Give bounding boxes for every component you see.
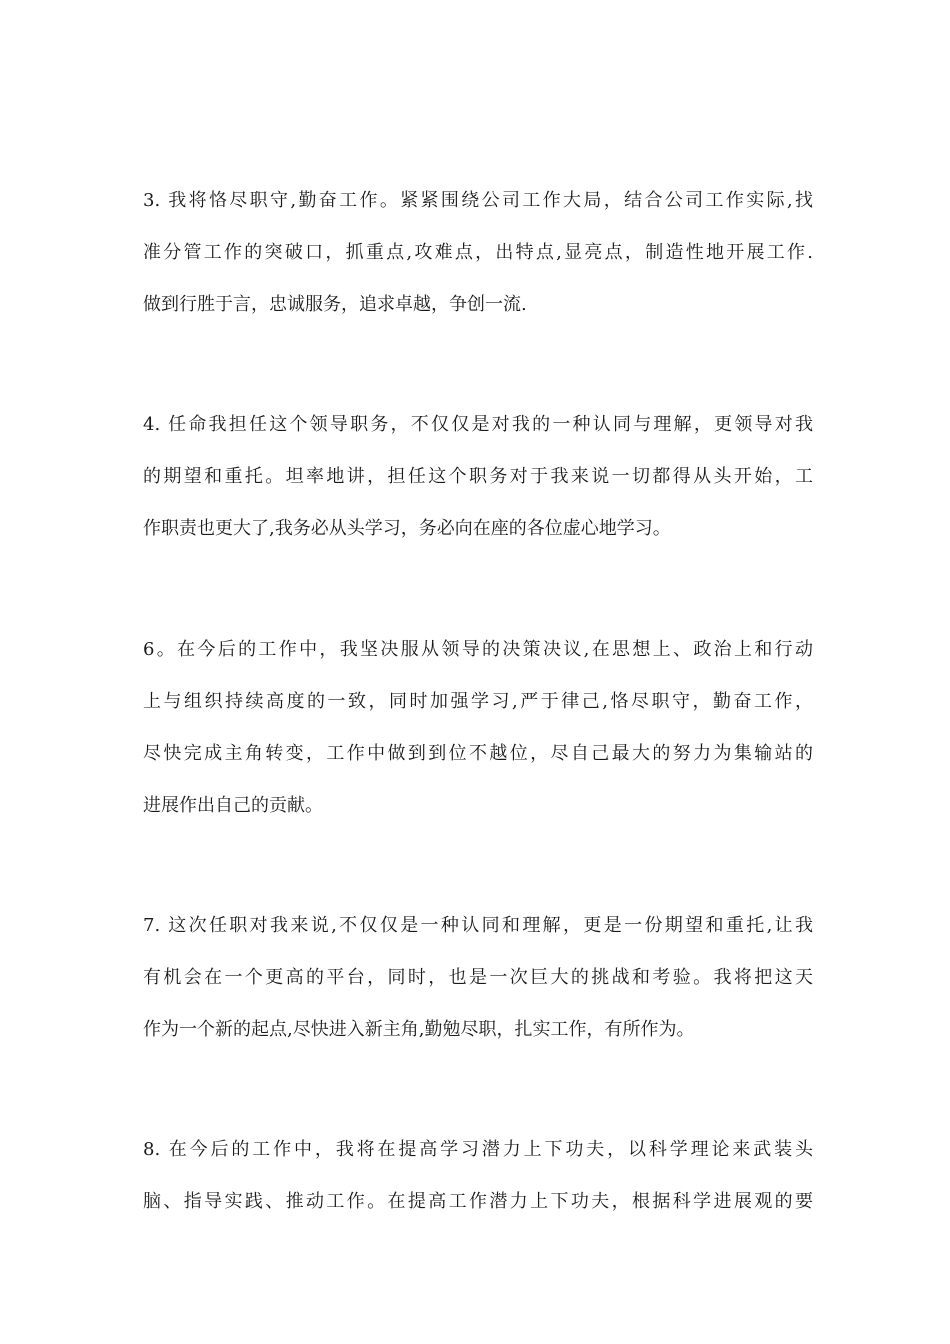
paragraph-line: 7. 这次任职对我来说,不仅仅是一种认同和理解，更是一份期望和重托,让我 bbox=[143, 915, 813, 936]
paragraph-line: 上与组织持续高度的一致，同时加强学习,严于律己,恪尽职守，勤奋工作， bbox=[143, 691, 813, 712]
paragraph-line: 的期望和重托。坦率地讲，担任这个职务对于我来说一切都得从头开始，工 bbox=[143, 466, 813, 487]
paragraph-8 bbox=[143, 1124, 813, 1228]
paragraph-line: 作职责也更大了,我务必从头学习，务必向在座的各位虚心地学习。 bbox=[143, 518, 671, 539]
paragraph-line: 有机会在一个更高的平台，同时，也是一次巨大的挑战和考验。我将把这天 bbox=[143, 967, 813, 988]
paragraph-7 bbox=[143, 900, 813, 1056]
paragraph-line: 4. 任命我担任这个领导职务，不仅仅是对我的一种认同与理解，更领导对我 bbox=[143, 414, 813, 435]
paragraph-line: 作为一个新的起点,尽快进入新主角,勤勉尽职，扎实工作，有所作为。 bbox=[143, 1019, 695, 1040]
paragraph-line: 尽快完成主角转变，工作中做到到位不越位，尽自己最大的努力为集输站的 bbox=[143, 743, 813, 764]
paragraph-line: 8. 在今后的工作中，我将在提高学习潜力上下功夫，以科学理论来武装头 bbox=[143, 1139, 813, 1160]
paragraph-3 bbox=[143, 175, 813, 331]
paragraph-4 bbox=[143, 399, 813, 555]
paragraph-line: 做到行胜于言，忠诚服务，追求卓越，争创一流. bbox=[143, 294, 527, 315]
paragraph-line: 准分管工作的突破口，抓重点,攻难点，出特点,显亮点，制造性地开展工作. bbox=[143, 242, 813, 263]
paragraph-6 bbox=[143, 624, 813, 832]
paragraph-line: 3. 我将恪尽职守,勤奋工作。紧紧围绕公司工作大局，结合公司工作实际,找 bbox=[143, 190, 813, 211]
paragraph-line: 脑、指导实践、推动工作。在提高工作潜力上下功夫，根据科学进展观的要 bbox=[143, 1191, 813, 1212]
paragraph-line: 6。在今后的工作中，我坚决服从领导的决策决议,在思想上、政治上和行动 bbox=[143, 639, 813, 660]
paragraph-line: 进展作出自己的贡献。 bbox=[143, 795, 323, 816]
